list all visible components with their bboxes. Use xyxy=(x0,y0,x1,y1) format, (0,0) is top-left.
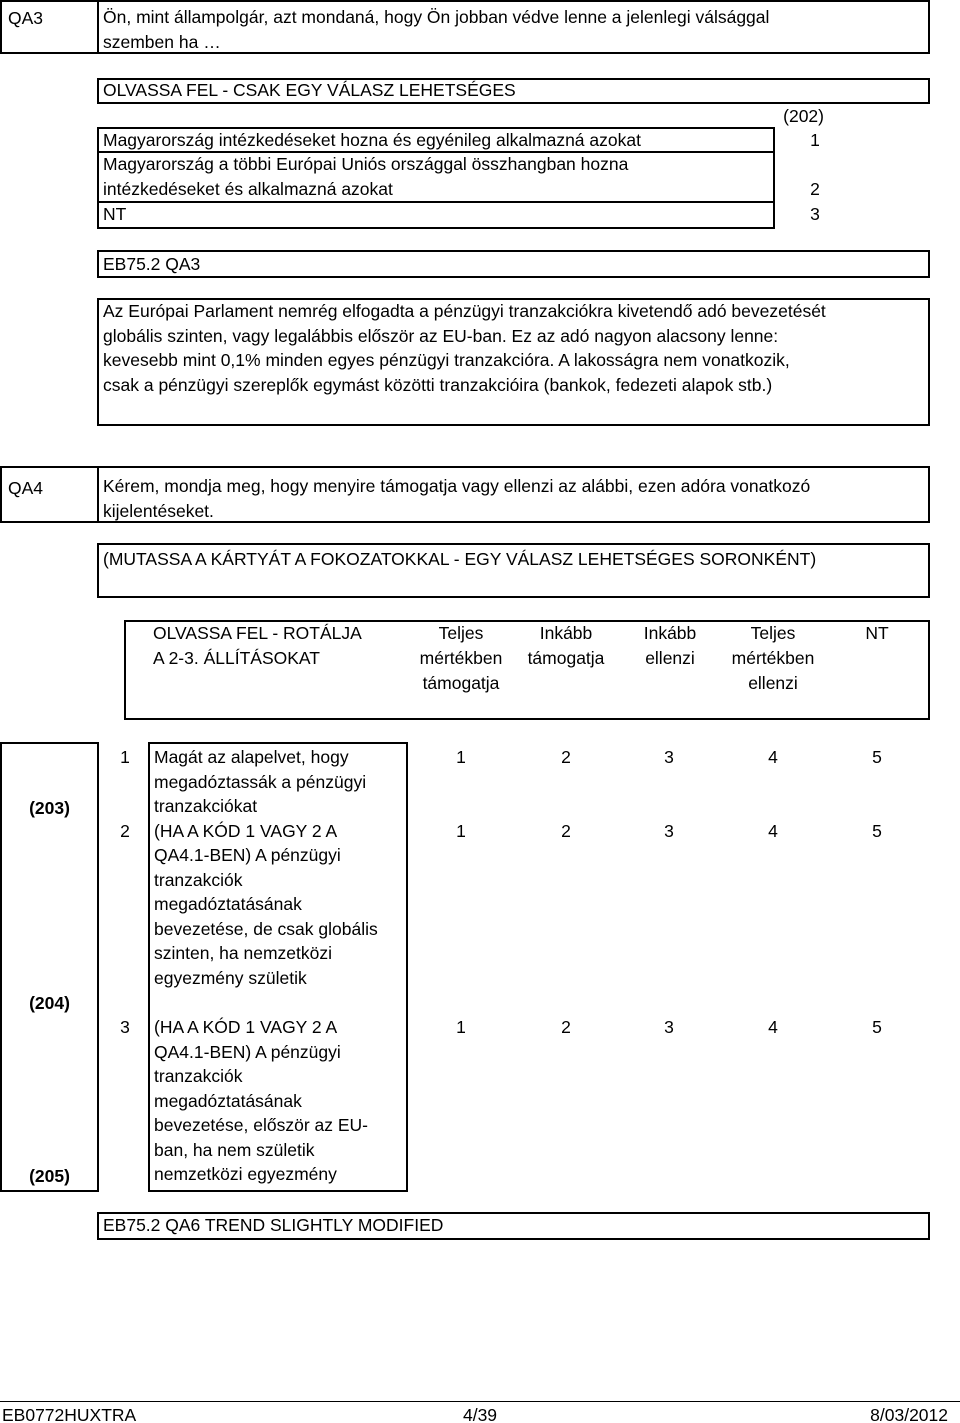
qa4-header-read-line1: OLVASSA FEL - ROTÁLJA xyxy=(153,623,362,643)
qa3-option-2-code: 2 xyxy=(810,179,820,199)
qa4-item-2-line1: (HA A KÓD 1 VAGY 2 A xyxy=(154,821,338,841)
qa4-scale-header-1-l3: támogatja xyxy=(422,673,500,693)
qa4-scale-header-4-l2: mértékben xyxy=(731,648,815,668)
qa4-item-2-line2: QA4.1-BEN) A pénzügyi xyxy=(154,845,341,865)
qa4-scale-header-3-l2: ellenzi xyxy=(645,648,695,668)
qa4-item-2-line7: egyezmény születik xyxy=(154,968,307,988)
qa3-option-1-text: Magyarország intézkedéseket hozna és egyénileg alkalmazná azokat xyxy=(103,130,641,150)
qa4-scale-header-3-l1: Inkább xyxy=(643,623,697,643)
qa4-scale-header-1-l2: mértékben xyxy=(419,648,503,668)
qa4-question-line1: Kérem, mondja meg, hogy menyire támogatja vagy ellenzi az alábbi, ezen adóra vonatkozó xyxy=(103,476,811,496)
intro-line-1: Az Európai Parlament nemrég elfogadta a pénzügyi tranzakciókra kivetendő adó bevezetését xyxy=(103,301,826,321)
qa4-code-203: (203) xyxy=(29,798,70,818)
qa4-item-1-scale-3[interactable]: 3 xyxy=(664,747,674,767)
qa4-item-3-line5: bevezetése, először az EU- xyxy=(154,1115,368,1135)
intro-line-3: kevesebb mint 0,1% minden egyes pénzügyi tranzakcióra. A lakosságra nem vonatkozik, xyxy=(103,350,790,370)
qa4-item-3-line1: (HA A KÓD 1 VAGY 2 A xyxy=(154,1017,338,1037)
qa4-item-2-scale-3[interactable]: 3 xyxy=(664,821,674,841)
qa3-trend-box xyxy=(97,250,930,278)
qa4-scale-header-2-l2: támogatja xyxy=(527,648,605,668)
qa3-option-1-code: 1 xyxy=(810,130,820,150)
qa4-item-3-scale-4[interactable]: 4 xyxy=(768,1017,778,1037)
qa4-item-3-line7: nemzetközi egyezmény xyxy=(154,1164,337,1184)
qa4-item-3-line4: megadóztatásának xyxy=(154,1091,302,1111)
qa4-scale-header-2-l1: Inkább xyxy=(539,623,593,643)
qa4-item-3-scale-5[interactable]: 5 xyxy=(872,1017,882,1037)
qa4-item-1-scale-4[interactable]: 4 xyxy=(768,747,778,767)
qa3-option-2-text-line2: intézkedéseket és alkalmazná azokat xyxy=(103,179,393,199)
qa4-scale-header-4-l1: Teljes xyxy=(750,623,796,643)
qa4-item-1-line1: Magát az alapelvet, hogy xyxy=(154,747,349,767)
footer-date: 8/03/2012 xyxy=(870,1405,948,1423)
qa4-scale-header-1-l1: Teljes xyxy=(438,623,484,643)
qa4-scale-header-5-l1: NT xyxy=(865,623,889,643)
footer-rule xyxy=(0,1401,960,1402)
qa4-item-2-scale-1[interactable]: 1 xyxy=(456,821,466,841)
qa4-item-2-scale-2[interactable]: 2 xyxy=(561,821,571,841)
qa4-label: QA4 xyxy=(8,478,44,498)
qa4-instruction: (MUTASSA A KÁRTYÁT A FOKOZATOKKAL - EGY VÁLASZ LEHETSÉGES SORONKÉNT) xyxy=(103,549,817,569)
qa4-item-1-scale-1[interactable]: 1 xyxy=(456,747,466,767)
footer-page-number: 4/39 xyxy=(462,1405,498,1423)
intro-line-2: globális szinten, vagy legalábbis először az EU-ban. Ez az adó nagyon alacsony lenne: xyxy=(103,326,779,346)
qa3-question-line2: szemben ha … xyxy=(103,32,221,52)
qa4-item-1-line2: megadóztassák a pénzügyi xyxy=(154,772,367,792)
qa4-item-3-scale-2[interactable]: 2 xyxy=(561,1017,571,1037)
qa3-option-2-text-line1: Magyarország a többi Európai Uniós országgal összhangban hozna xyxy=(103,154,629,174)
footer-doc-id: EB0772HUXTRA xyxy=(2,1405,137,1423)
qa4-item-2-line6: szinten, ha nemzetközi xyxy=(154,943,333,963)
qa4-item-3-scale-1[interactable]: 1 xyxy=(456,1017,466,1037)
qa3-option-3-text: NT xyxy=(103,204,127,224)
qa4-item-2-num: 2 xyxy=(120,821,130,841)
qa3-trend: EB75.2 QA3 xyxy=(103,254,201,274)
qa4-code-205: (205) xyxy=(29,1166,70,1186)
qa3-code: (202) xyxy=(783,106,824,126)
qa4-item-2-line4: megadóztatásának xyxy=(154,894,302,914)
intro-line-4: csak a pénzügyi szereplők egymást közötti tranzakcióira (bankok, fedezeti alapok stb.) xyxy=(103,375,773,395)
qa3-question-line1: Ön, mint állampolgár, azt mondaná, hogy Ön jobban védve lenne a jelenlegi válsággal xyxy=(103,7,770,27)
qa4-item-3-line3: tranzakciók xyxy=(154,1066,243,1086)
qa4-item-2-scale-5[interactable]: 5 xyxy=(872,821,882,841)
qa4-header-read-line2: A 2-3. ÁLLÍTÁSOKAT xyxy=(153,648,320,668)
qa4-item-1-line3: tranzakciókat xyxy=(154,796,258,816)
qa4-item-3-num: 3 xyxy=(120,1017,130,1037)
qa4-code-204: (204) xyxy=(29,993,70,1013)
qa4-scale-header-4-l3: ellenzi xyxy=(748,673,798,693)
qa4-item-1-num: 1 xyxy=(120,747,130,767)
qa4-item-3-scale-3[interactable]: 3 xyxy=(664,1017,674,1037)
qa4-question-line2: kijelentéseket. xyxy=(103,501,214,521)
qa3-instruction: OLVASSA FEL - CSAK EGY VÁLASZ LEHETSÉGES xyxy=(103,80,516,100)
qa4-item-1-scale-2[interactable]: 2 xyxy=(561,747,571,767)
qa4-item-3-line6: ban, ha nem születik xyxy=(154,1140,315,1160)
qa4-item-1-scale-5[interactable]: 5 xyxy=(872,747,882,767)
qa3-option-3-code: 3 xyxy=(810,204,820,224)
qa4-item-2-scale-4[interactable]: 4 xyxy=(768,821,778,841)
qa4-item-3-line2: QA4.1-BEN) A pénzügyi xyxy=(154,1042,341,1062)
qa4-item-2-line5: bevezetése, de csak globális xyxy=(154,919,378,939)
qa4-item-2-line3: tranzakciók xyxy=(154,870,243,890)
qa4-trend: EB75.2 QA6 TREND SLIGHTLY MODIFIED xyxy=(103,1215,444,1235)
qa3-label: QA3 xyxy=(8,8,44,28)
